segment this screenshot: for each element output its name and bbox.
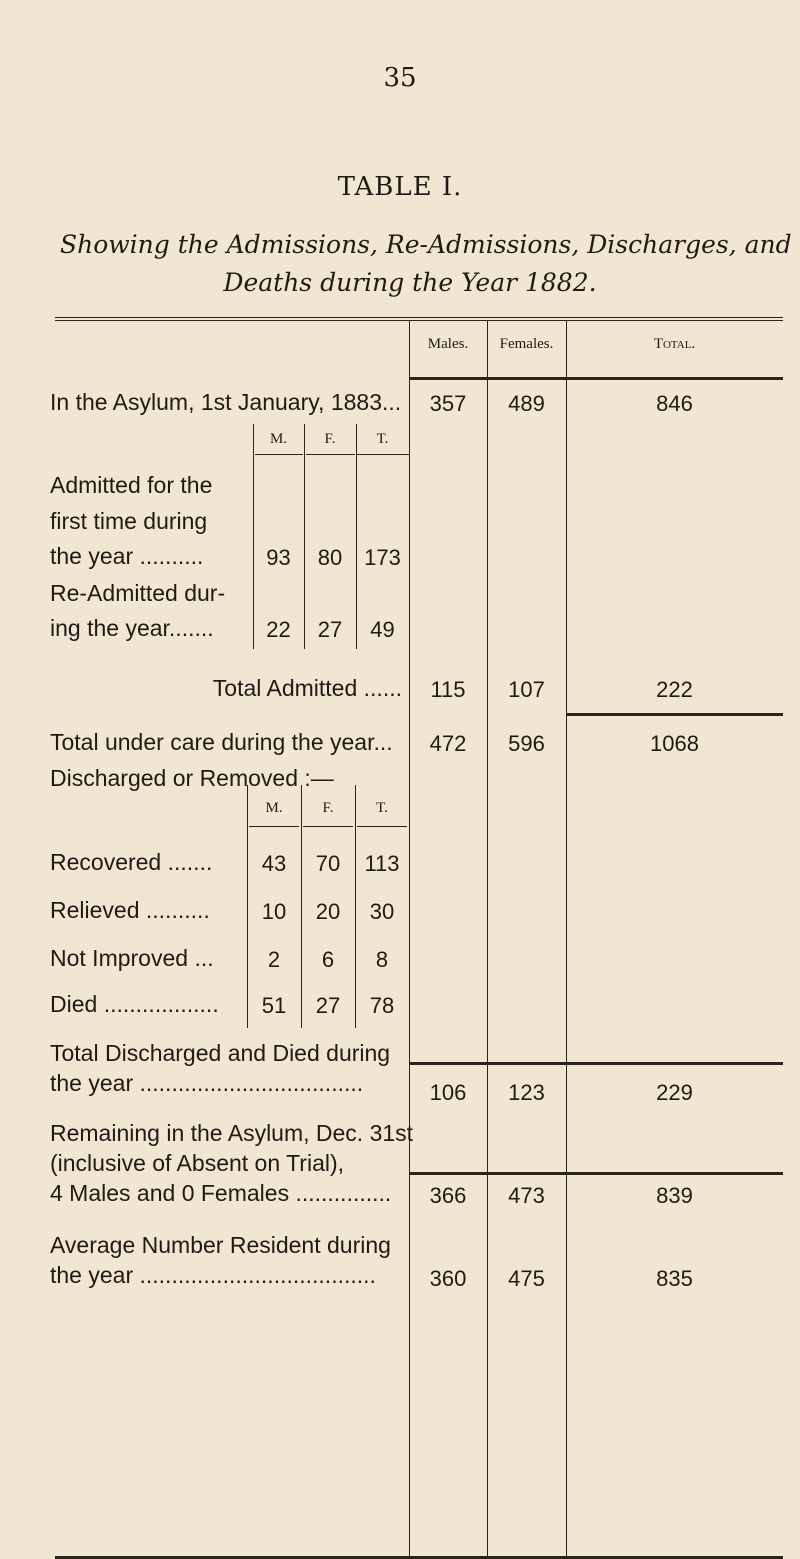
total-discharged-males: 106 [429,1080,467,1105]
readmitted-label-line2: ing the year....... [50,615,214,641]
total-admitted-males: 115 [430,677,466,702]
not-improved-t: 8 [375,947,389,972]
total-admitted-label: Total Admitted ...... [212,675,402,701]
discharge-subheader-t: T. [376,800,388,816]
discharge-subheader-f: F. [322,800,334,816]
header-males: Males. [427,336,469,352]
remaining-males: 366 [429,1183,467,1208]
admitted-first-label-line1: Admitted for the [50,472,213,498]
not-improved-label: Not Improved ... [50,945,214,971]
remaining-label-line2: (inclusive of Absent on Trial), [50,1150,345,1176]
readmitted-label-line1: Re-Admitted dur- [50,580,226,606]
table-subtitle-line1: Showing the Admissions, Re-Admissions, Discharges, and [60,230,792,259]
total-under-care-females: 596 [508,731,545,756]
admissions-subheader-t: T. [376,431,389,447]
remaining-label-line1: Remaining in the Asylum, Dec. 31st [50,1120,414,1146]
admissions-subheader-m: M. [269,431,288,447]
relieved-m: 10 [261,899,287,924]
row-label-in-asylum: In the Asylum, 1st January, 1883... [50,389,402,415]
readmitted-m: 22 [266,617,291,642]
recovered-f: 70 [315,851,341,876]
total-admitted-total: 222 [656,677,693,702]
header-females: Females. [499,336,554,352]
died-label: Died .................. [50,991,219,1017]
admitted-first-f: 80 [317,545,343,570]
in-asylum-total: 846 [656,391,693,416]
total-discharged-females: 123 [508,1080,545,1105]
average-total: 835 [656,1266,693,1291]
readmitted-t: 49 [370,617,395,642]
recovered-t: 113 [364,851,400,876]
table-title: TABLE I. [337,172,463,202]
table-subtitle-line2: Deaths during the Year 1882. [223,268,597,297]
total-discharged-label-line1: Total Discharged and Died during [50,1040,391,1066]
discharge-subheader-m: M. [265,800,283,816]
discharged-heading: Discharged or Removed :— [50,765,334,791]
admitted-first-label-line3: the year .......... [50,543,204,569]
average-females: 475 [508,1266,545,1291]
died-m: 51 [261,993,287,1018]
total-admitted-females: 107 [508,677,545,702]
not-improved-m: 2 [267,947,281,972]
total-discharged-total: 229 [656,1080,693,1105]
average-males: 360 [429,1266,467,1291]
readmitted-f: 27 [317,617,343,642]
admitted-first-m: 93 [266,545,291,570]
died-t: 78 [369,993,395,1018]
remaining-females: 473 [508,1183,545,1208]
remaining-total: 839 [656,1183,693,1208]
died-f: 27 [315,993,341,1018]
recovered-label: Recovered ....... [50,849,213,875]
average-label-line1: Average Number Resident during [50,1232,391,1258]
relieved-f: 20 [315,899,341,924]
in-asylum-females: 489 [508,391,545,416]
header-total: Total. [653,336,696,352]
page-number: 35 [383,63,417,93]
admissions-subheader-f: F. [324,431,336,447]
in-asylum-males: 357 [429,391,467,416]
relieved-t: 30 [369,899,395,924]
total-under-care-total: 1068 [650,731,699,756]
average-label-line2: the year ..................................... [50,1262,376,1288]
relieved-label: Relieved .......... [50,897,210,923]
not-improved-f: 6 [321,947,335,972]
total-under-care-label: Total under care during the year... [50,729,393,755]
total-under-care-males: 472 [429,731,467,756]
total-discharged-label-line2: the year ................................... [50,1070,364,1096]
remaining-label-line3: 4 Males and 0 Females ............... [50,1180,392,1206]
admitted-first-label-line2: first time during [50,508,208,534]
admitted-first-t: 173 [364,545,401,570]
recovered-m: 43 [261,851,287,876]
